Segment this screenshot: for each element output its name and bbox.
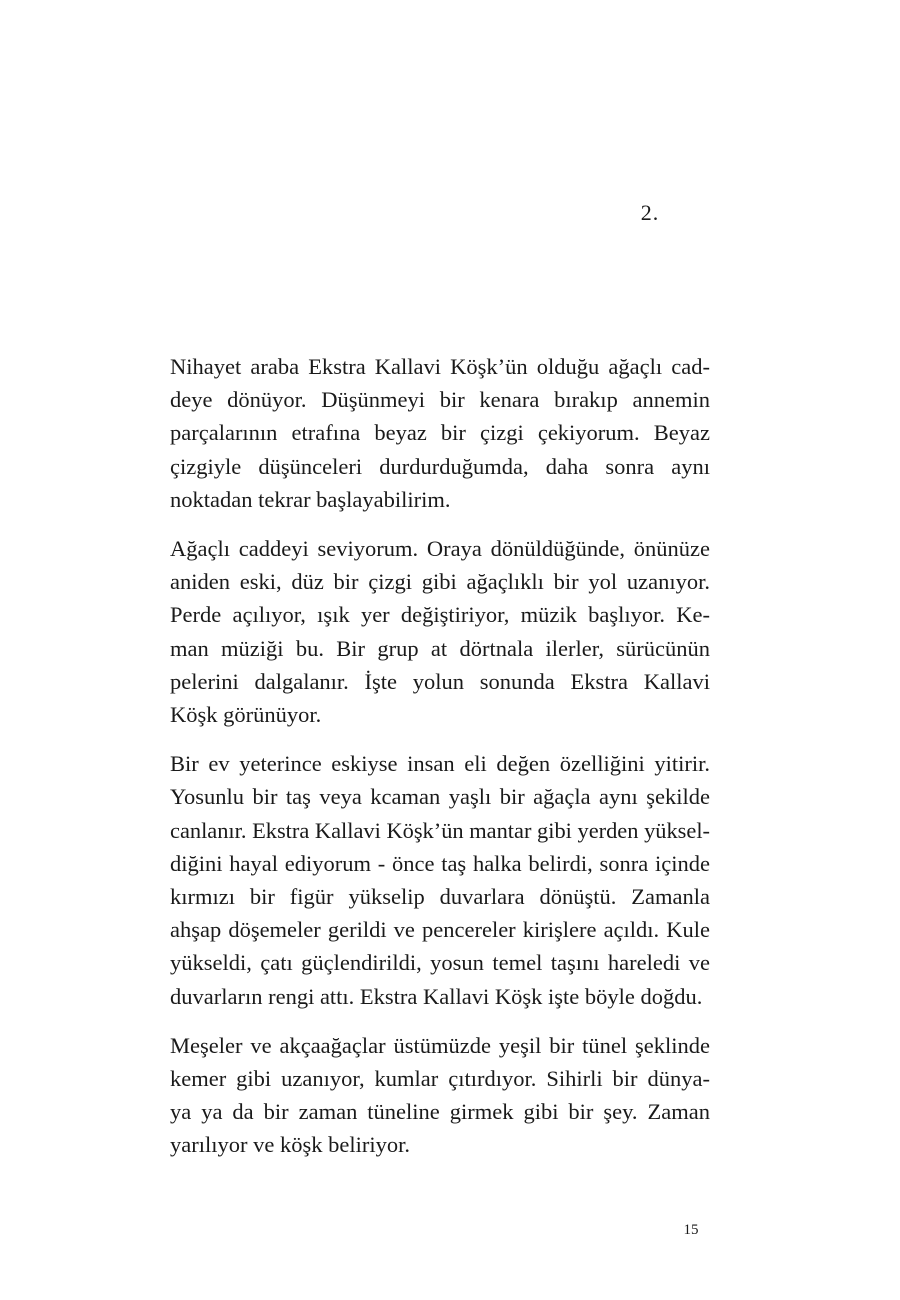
text-line: canlanır. Ekstra Kallavi Köşk’ün mantar gibi yerden yüksel-: [170, 817, 710, 843]
text-line: kemer gibi uzanıyor, kumlar çıtırdıyor. Sihirli bir dünya-: [170, 1066, 710, 1092]
text-line: kırmızı bir figür yükselip duvarlara dönüştü. Zamanla: [170, 884, 710, 910]
text-line: Perde açılıyor, ışık yer değiştiriyor, müzik başlıyor. Ke-: [170, 602, 710, 628]
text-line: Köşk görünüyor.: [170, 702, 322, 728]
text-line: Bir ev yeterince eskiyse insan eli değen özelliğini yitirir.: [170, 751, 710, 777]
paragraph-3: [170, 747, 710, 1013]
text-line: deye dönüyor. Düşünmeyi bir kenara bırakıp annemin: [170, 387, 710, 413]
text-line: çizgiyle düşünceleri durdurduğumda, daha sonra aynı: [170, 453, 710, 479]
text-line: parçalarının etrafına beyaz bir çizgi çekiyorum. Beyaz: [170, 420, 710, 446]
text-line: ahşap döşemeler gerildi ve pencereler kirişlere açıldı. Kule: [170, 917, 710, 943]
paragraph-4: [170, 1029, 710, 1162]
text-line: ya ya da bir zaman tüneline girmek gibi bir şey. Zaman: [170, 1099, 710, 1125]
text-line: yarılıyor ve köşk beliriyor.: [170, 1132, 410, 1158]
text-line: pelerini dalgalanır. İşte yolun sonunda Ekstra Kallavi: [170, 668, 710, 694]
text-line: yükseldi, çatı güçlendirildi, yosun temel taşını hareledi ve: [170, 950, 710, 976]
chapter-number: 2.: [640, 200, 660, 225]
text-line: Ağaçlı caddeyi seviyorum. Oraya dönüldüğünde, önünüze: [170, 536, 710, 562]
page-number: 15: [683, 1222, 699, 1238]
text-line: duvarların rengi attı. Ekstra Kallavi Köşk işte böyle doğdu.: [170, 983, 703, 1009]
text-line: Yosunlu bir taş veya kcaman yaşlı bir ağaçla aynı şekilde: [170, 784, 710, 810]
text-line: Nihayet araba Ekstra Kallavi Köşk’ün olduğu ağaçlı cad-: [170, 354, 710, 379]
text-line: Meşeler ve akçaağaçlar üstümüzde yeşil bir tünel şeklinde: [170, 1032, 710, 1058]
text-line: noktadan tekrar başlayabilirim.: [170, 486, 451, 512]
text-line: diğini hayal ediyorum - önce taş halka belirdi, sonra içinde: [170, 850, 710, 876]
body-text: [170, 350, 710, 1178]
paragraph-2: [170, 532, 710, 731]
text-line: aniden eski, düz bir çizgi gibi ağaçlıklı bir yol uzanıyor.: [170, 569, 710, 595]
paragraph-1: [170, 350, 710, 516]
text-line: man müziği bu. Bir grup at dörtnala ilerler, sürücünün: [170, 635, 710, 661]
